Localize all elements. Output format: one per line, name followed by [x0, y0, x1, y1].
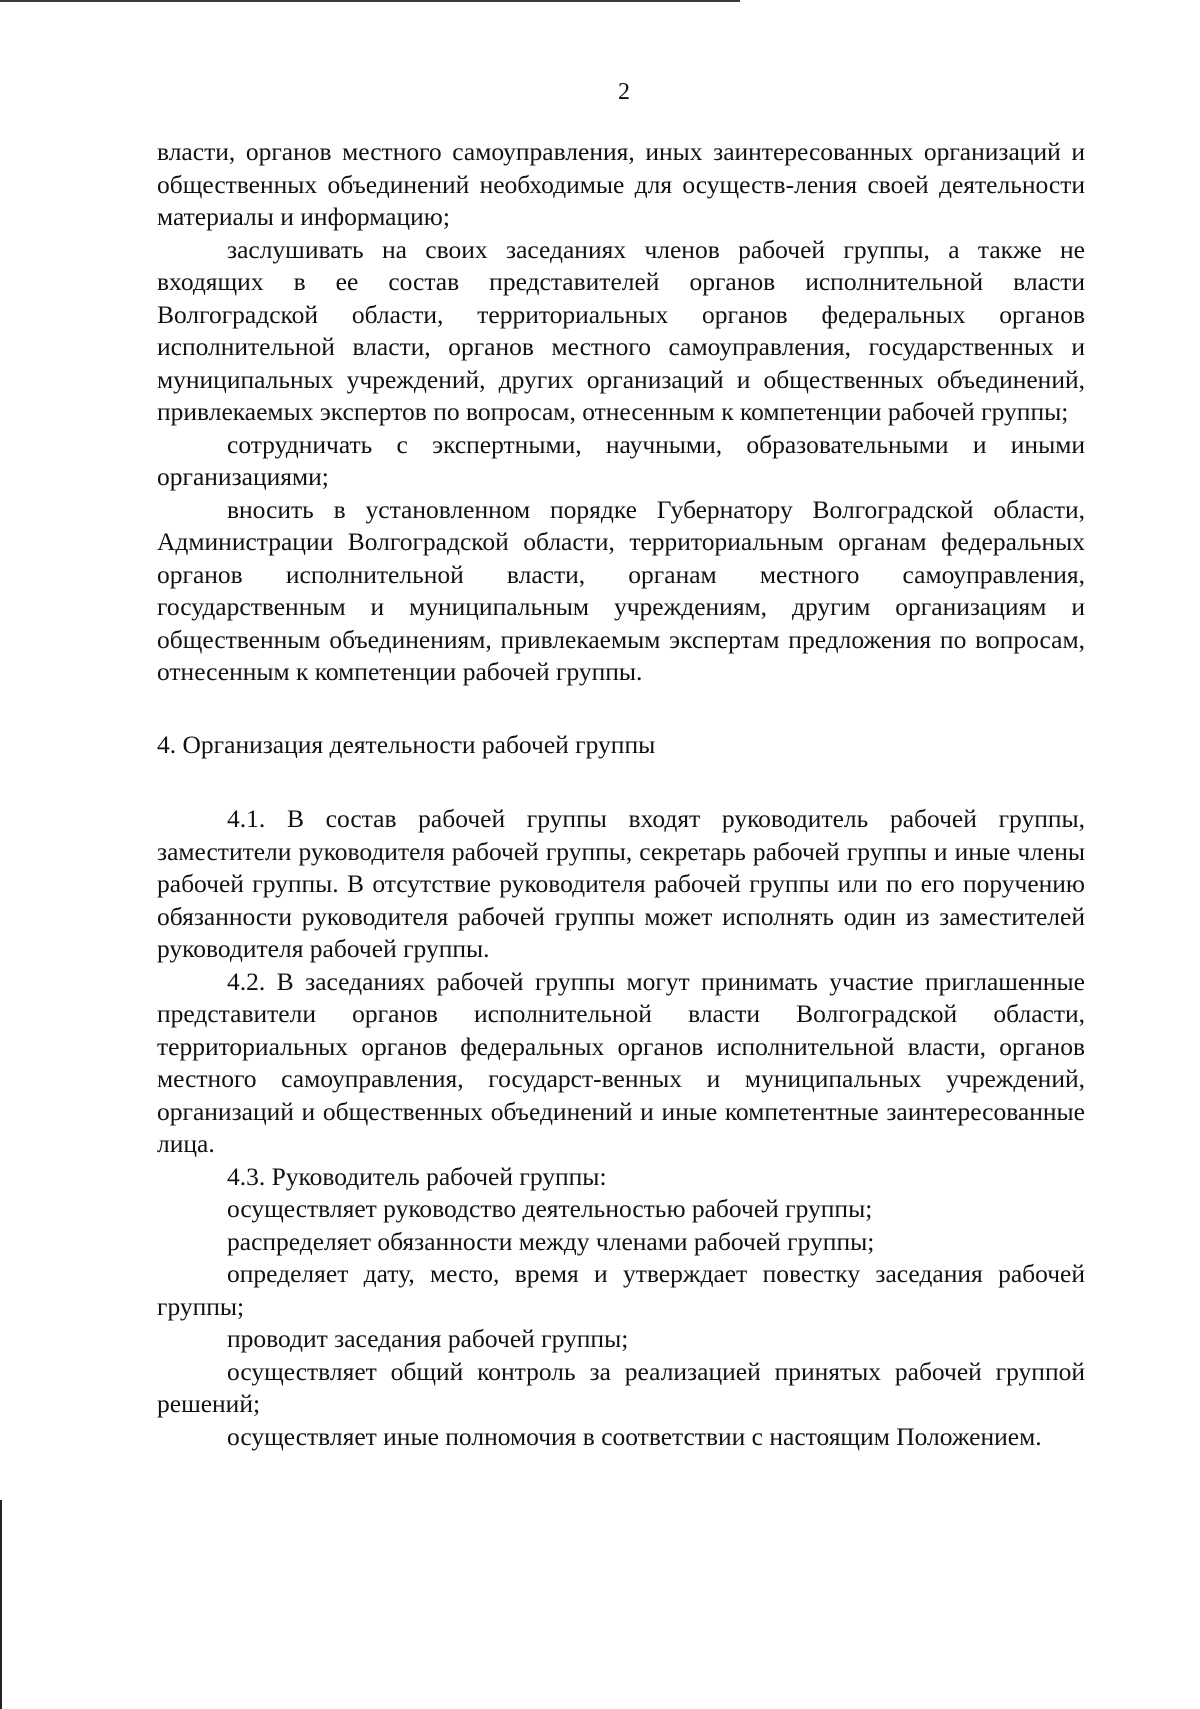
paragraph-before-0: власти, органов местного самоуправления, иных заинтересованных организаций и общественных объединений необходимые для осуществ-ления своей деятельности материалы и информацию;	[157, 137, 1085, 231]
scan-edge-left	[0, 1500, 2, 1709]
paragraph-after-8: осуществляет иные полномочия в соответствии с настоящим Положением.	[227, 1421, 1042, 1451]
paragraph-after-4: распределяет обязанности между членами рабочей группы;	[227, 1226, 875, 1256]
paragraph-after-6: проводит заседания рабочей группы;	[227, 1324, 629, 1353]
paragraph-after-3: осуществляет руководство деятельностью рабочей группы;	[227, 1194, 873, 1223]
paragraph-after-5: определяет дату, место, время и утверждает повестку заседания рабочей группы;	[157, 1259, 1085, 1321]
paragraph-before-3: вносить в установленном порядке Губернатору Волгоградской области, Администрации Волгоградской области, территориальным органам федеральных органов исполнительной власти, органам местного самоуправления, государственным и муниципальным учреждениям, другим организациям и общественным объединениям, привлекаемым экспертам предложения по вопросам, отнесенным к компетенции рабочей группы.	[157, 494, 1085, 686]
paragraph-before-1: заслушивать на своих заседаниях членов рабочей группы, а также не входящих в ее состав представителей органов исполнительной власти Волгоградской области, территориальных органов федеральных органов исполнительной власти, органов местного самоуправления, государственных и муниципальных учреждений, других организаций и общественных объединений, привлекаемых экспертов по вопросам, отнесенным к компетенции рабочей группы;	[157, 234, 1085, 426]
paragraph-after-2: 4.3. Руководитель рабочей группы:	[227, 1161, 607, 1191]
paragraph-after-7: осуществляет общий контроль за реализацией принятых рабочей группой решений;	[157, 1356, 1085, 1418]
page-number: 2	[618, 79, 630, 105]
paragraph-after-1: 4.2. В заседаниях рабочей группы могут принимать участие приглашенные представители органов исполнительной власти Волгоградской области, территориальных органов федеральных органов исполнительной власти, органов местного самоуправления, государст-венных и муниципальных учреждений, организаций и общественных объединений и иные компетентные заинтересованные лица.	[157, 966, 1085, 1158]
document-body	[157, 136, 1085, 1453]
section-heading: 4. Организация деятельности рабочей группы	[157, 729, 656, 759]
paragraph-before-2: сотрудничать с экспертными, научными, образовательными и иными организациями;	[157, 429, 1085, 491]
paragraph-after-0: 4.1. В состав рабочей группы входят руководитель рабочей группы, заместители руководителя рабочей группы, секретарь рабочей группы и иные члены рабочей группы. В отсутствие руководителя рабочей группы или по его поручению обязанности руководителя рабочей группы может исполнять один из заместителей руководителя рабочей группы.	[157, 804, 1085, 963]
scan-edge-top	[0, 0, 740, 2]
